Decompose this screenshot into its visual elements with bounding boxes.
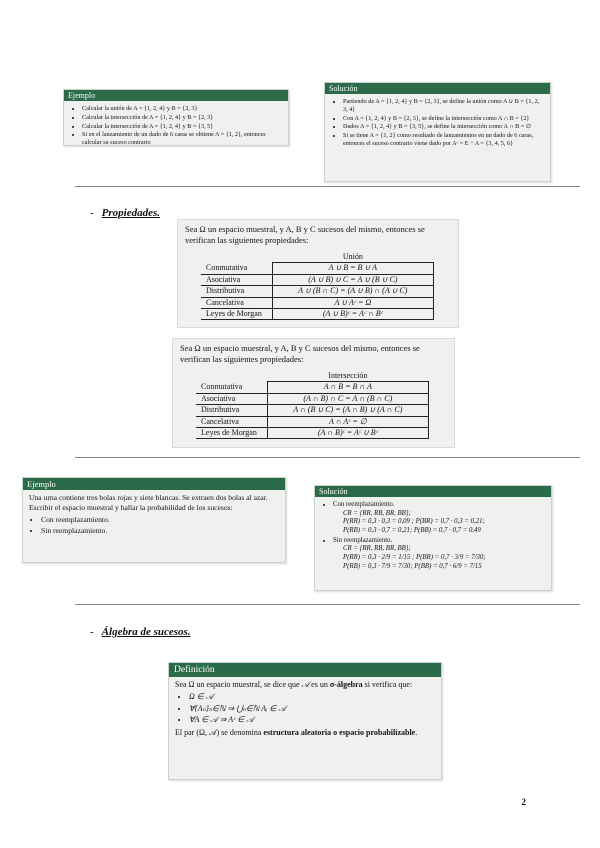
intersection-table xyxy=(196,371,429,439)
example-box-title: Ejemplo xyxy=(64,90,288,101)
intro-symbol: 𝒜 xyxy=(301,680,310,689)
list-item: • Calcular la intersección de A = {1, 2, 4} y B = {2, 3} xyxy=(82,114,282,122)
property-formula: (A ∩ B)ᶜ = Aᶜ ∪ Bᶜ xyxy=(267,428,428,439)
solution-box-title: Solución xyxy=(325,83,550,94)
closing-text: . xyxy=(415,727,418,737)
example-box-sets xyxy=(63,89,289,146)
list-item xyxy=(333,537,545,572)
property-name: Leyes de Morgan xyxy=(196,428,267,439)
heading-dash: - xyxy=(90,626,94,638)
list-item: • Si se tiene A = {1, 2} como resultado de lanzamientos en un dado de 6 caras, entonces el suceso contrario viene dado por Aᶜ = E − A = {3, 4, 5, 6} xyxy=(343,132,544,148)
intro-text: Sea Ω un espacio muestral, se dice que xyxy=(175,680,302,689)
heading-dash: - xyxy=(90,207,94,219)
property-formula: (A ∩ B) ∩ C = A ∩ (B ∩ C) xyxy=(267,393,428,404)
item-label: Con reemplazamiento. xyxy=(333,501,395,508)
heading-text: Propiedades. xyxy=(101,207,161,219)
section-heading-algebra xyxy=(90,626,191,638)
formula-line: CR = {RR, RB, BR, BB}; xyxy=(343,509,411,517)
definition-intro xyxy=(175,680,435,690)
property-formula: A ∩ Aᶜ = ∅ xyxy=(267,416,428,427)
example-list xyxy=(29,515,279,536)
heading-text: Álgebra de sucesos. xyxy=(101,626,191,638)
union-intro: Sea Ω un espacio muestral, y A, B y C sucesos del mismo, entonces se verifican las siguientes propiedades: xyxy=(185,224,425,246)
property-formula: A ∪ (B ∩ C) = (A ∪ B) ∩ (A ∪ C) xyxy=(272,286,433,297)
list-item: • Sin reemplazamiento. xyxy=(41,526,279,536)
list-item: • Calcular la unión de A = {1, 2, 4} y B = {2, 3} xyxy=(82,105,282,113)
intro-text: si verifica que: xyxy=(362,680,413,689)
solution-box-title: Solución xyxy=(315,486,551,497)
section-heading-propiedades xyxy=(90,207,160,219)
solution-list xyxy=(331,98,544,148)
example-text: Una urna contiene tres bolas rojas y siete blancas. Se extraen dos bolas al azar. Escribir el espacio muestral y hallar la probabilidad de los sucesos: xyxy=(29,493,268,513)
example-box-title: Ejemplo xyxy=(23,478,285,490)
table-header: Unión xyxy=(342,252,363,262)
list-item: • Con A = {1, 2, 4} y B = {2, 3}, se define la intersección como A ∩ B = {2} xyxy=(343,115,544,123)
property-name: Leyes de Morgan xyxy=(201,309,272,320)
formula-line: P(RB) = 0,3 · 7/9 = 7/30; P(BB) = 0,7 · 6/9 = 7/15 xyxy=(343,562,482,570)
list-item: • Si en el lanzamiento de un dado de 6 caras se obtiene A = {1, 2}, entonces calcular su suceso contrario xyxy=(82,131,282,147)
definition-box-title: Definición xyxy=(169,663,441,677)
table-header: Intersección xyxy=(328,371,368,381)
list-item: • Ω ∈ 𝒜 xyxy=(189,692,435,702)
intersection-properties-box xyxy=(172,338,455,448)
property-name: Conmutativa xyxy=(201,263,272,274)
divider xyxy=(75,604,580,605)
property-formula: (A ∪ B)ᶜ = Aᶜ ∩ Bᶜ xyxy=(272,309,433,320)
solution-box-sets xyxy=(324,82,551,182)
property-name: Cancelativa xyxy=(201,297,272,308)
list-item xyxy=(333,501,545,536)
property-formula: A ∪ Aᶜ = Ω xyxy=(272,297,433,308)
list-item: • ∀A ∈ 𝒜 ⇒ Aᶜ ∈ 𝒜 xyxy=(189,715,435,725)
intersection-intro: Sea Ω un espacio muestral, y A, B y C sucesos del mismo, entonces se verifican las siguientes propiedades: xyxy=(180,343,420,365)
union-table xyxy=(201,252,434,320)
intro-text: es un xyxy=(309,680,330,689)
property-formula: A ∩ B = B ∩ A xyxy=(267,382,428,393)
definition-box xyxy=(168,662,442,780)
divider xyxy=(75,186,580,187)
list-item: • ∀{Aₙ}ₙ∈ℕ ⇒ ⋃ₙ∈ℕ Aᵢ ∈ 𝒜 xyxy=(189,704,435,714)
intro-term: σ-álgebra xyxy=(329,680,363,689)
item-label: Sin reemplazamiento. xyxy=(333,536,393,544)
property-name: Asociativa xyxy=(201,274,272,285)
solution-box-urn xyxy=(314,485,552,591)
property-name: Conmutativa xyxy=(196,382,267,393)
formula-line: CR = {RR, RB, BR, BB}; xyxy=(343,545,411,553)
list-item: • Dados A = {1, 2, 4} y B = {3, 5}, se define la intersección como A ∩ B = ∅ xyxy=(343,123,544,131)
page-number: 2 xyxy=(521,797,526,807)
divider xyxy=(75,457,580,458)
property-formula: (A ∪ B) ∪ C = A ∪ (B ∪ C) xyxy=(272,274,433,285)
list-item: • Calcular la intersección de A = {1, 2, 4} y B = {3, 5} xyxy=(82,123,282,131)
list-item: • Con reemplazamiento. xyxy=(41,515,279,525)
formula-line: P(RR) = 0,3 · 2/9 = 1/15 ; P(BR) = 0,7 · 3/9 = 7/30; xyxy=(343,554,486,562)
formula-line: P(RB) = 0,3 · 0,7 = 0,21; P(BB) = 0,7 · 0,7 = 0,49 xyxy=(343,527,481,535)
property-formula: A ∪ B = B ∪ A xyxy=(272,263,433,274)
definition-list xyxy=(175,692,435,725)
list-item: • Partiendo de A = {1, 2, 4} y B = {2, 3}, se define la unión como A ∪ B = {1, 2, 3, 4} xyxy=(343,98,544,114)
property-name: Asociativa xyxy=(196,393,267,404)
closing-text: El par (Ω, 𝒜) se denomina xyxy=(175,727,264,737)
formula-line: P(RR) = 0,3 · 0,3 = 0,09 ; P(BR) = 0,7 · 0,3 = 0,21; xyxy=(343,518,485,526)
property-name: Distributiva xyxy=(201,286,272,297)
example-box-urn xyxy=(22,477,286,563)
definition-closing xyxy=(175,728,435,738)
property-name: Distributiva xyxy=(196,405,267,416)
closing-term: estructura aleatoria o espacio probabilizable xyxy=(263,727,416,737)
property-formula: A ∩ (B ∪ C) = (A ∩ B) ∪ (A ∩ C) xyxy=(267,405,428,416)
property-name: Cancelativa xyxy=(196,416,267,427)
union-properties-box xyxy=(177,219,459,328)
example-list xyxy=(70,105,282,147)
solution-list xyxy=(321,501,545,572)
